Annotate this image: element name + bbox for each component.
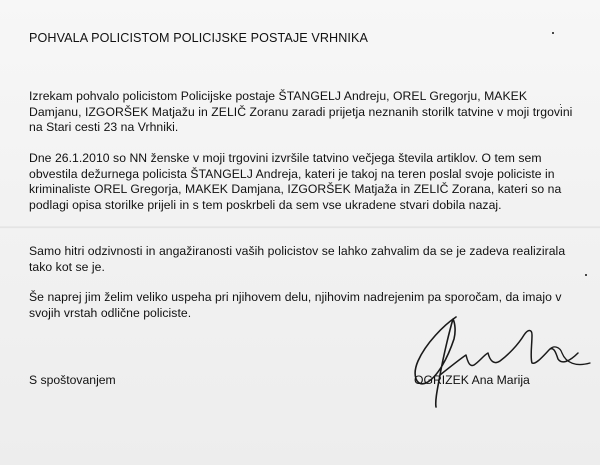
scan-speck xyxy=(552,32,554,34)
paper-fold xyxy=(0,226,600,229)
scan-speck xyxy=(560,104,561,105)
scan-speck xyxy=(585,274,587,276)
paragraph-4: Še naprej jim želim veliko uspeha pri njihovem delu, njihovim nadrejenim pa sporočam, da imajo v svojih vrstah odlične policiste. xyxy=(29,290,562,320)
paragraph-2: Dne 26.1.2010 so NN ženske v moji trgovini izvršile tatvino večjega števila artiklov. O tem sem obvestila dežurnega policista ŠTANGELJ Andreja, kateri je takoj na teren poslal svoje policiste in kriminaliste OREL Gregorja, MAKEK Damjana, IZGORŠEK Matjaža in ZELIČ Zorana, kateri so na podlagi opisa storilke prijeli in s tem poskrbeli da sem vse ukradene stvari dobila nazaj. xyxy=(29,151,562,212)
paragraph-1: Izrekam pohvalo policistom Policijske postaje ŠTANGELJ Andreju, OREL Gregorju, MAKEK Damjanu, IZGORŠEK Matjažu in ZELIČ Zoranu zaradi prijetja neznanih storilk tatvine v moji trgovini na Stari cesti 23 na Vrhniki. xyxy=(29,89,573,134)
letter-title: POHVALA POLICISTOM POLICIJSKE POSTAJE VRHNIKA xyxy=(29,31,369,45)
handwritten-signature-icon xyxy=(404,305,600,410)
signer-name: OGRIZEK Ana Marija xyxy=(414,373,530,387)
closing-salutation: S spoštovanjem xyxy=(29,373,116,387)
paragraph-3: Samo hitri odzivnosti in angažiranosti vaših policistov se lahko zahvalim da se je zadeva realizirala tako kot se je. xyxy=(29,244,566,274)
